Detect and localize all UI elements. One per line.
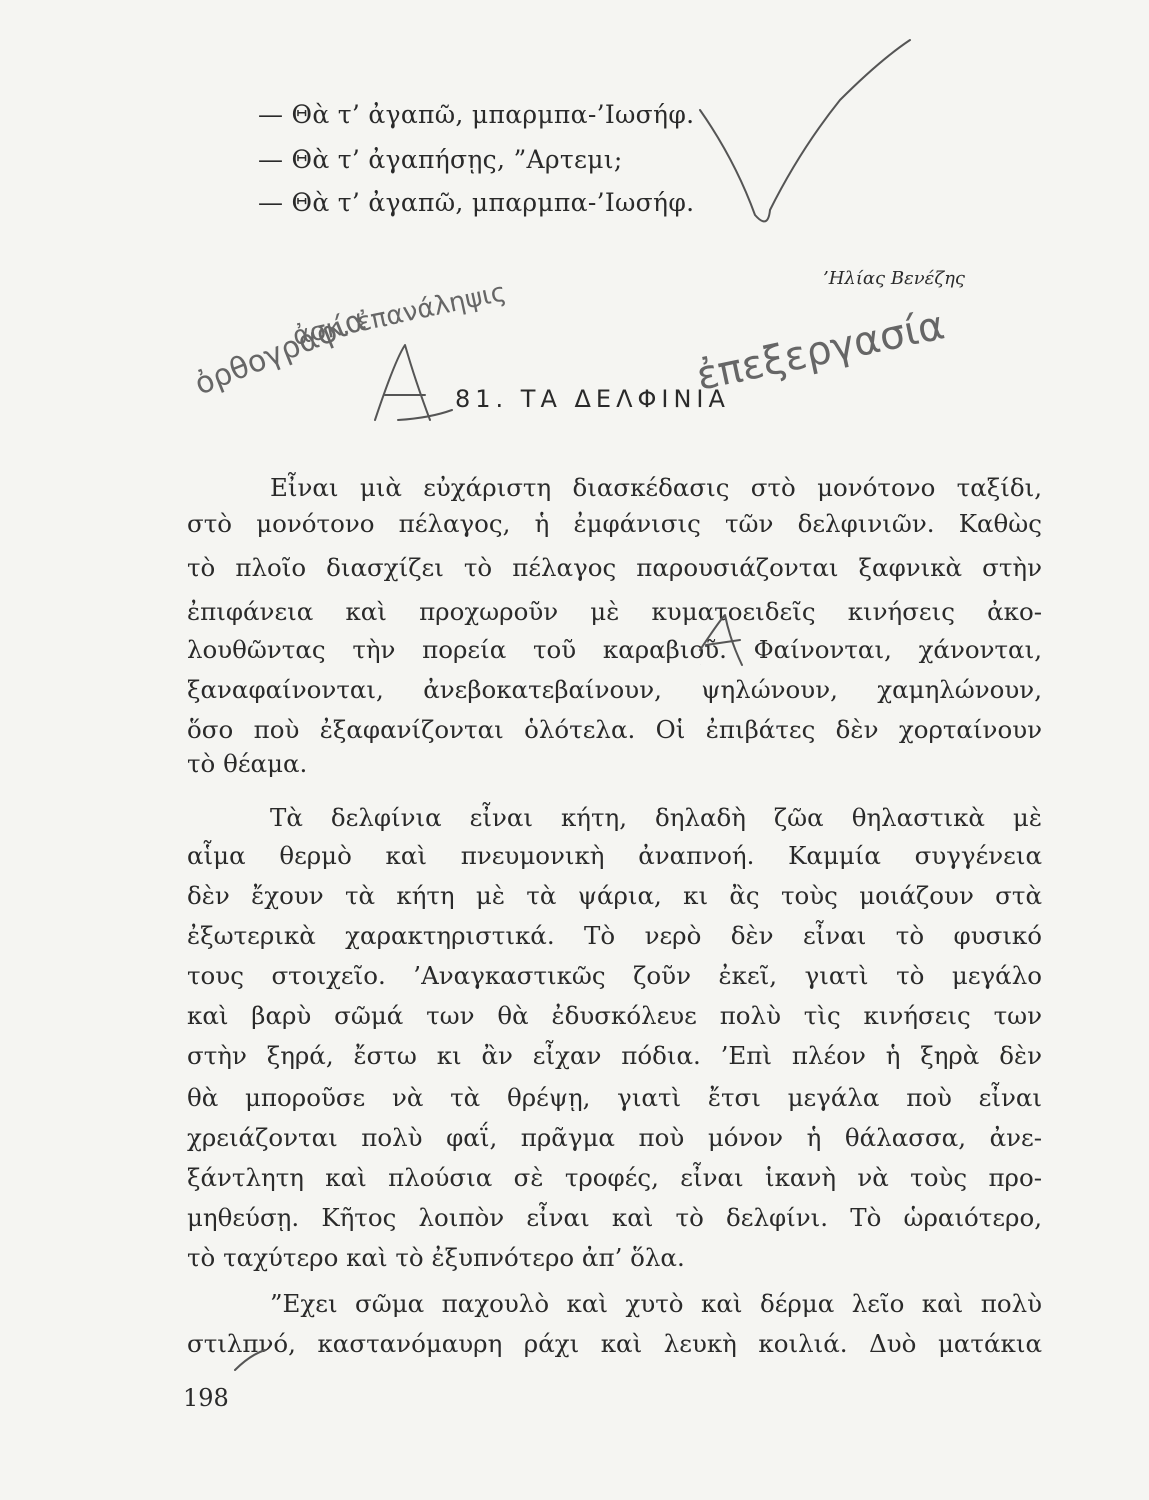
body-line: Τὰ δελφίνια εἶναι κήτη, δηλαδὴ ζῶα θηλαστικὰ μὲ (270, 803, 1042, 832)
body-line: αἷμα θερμὸ καὶ πνευμονικὴ ἀναπνοή. Καμμία συγγένεια (187, 841, 1042, 870)
body-line: τὸ θέαμα. (187, 749, 308, 778)
body-line: ἐξωτερικὰ χαρακτηριστικά. Τὸ νερὸ δὲν εἶναι τὸ φυσικό (187, 921, 1042, 950)
body-line: καὶ βαρὺ σῶμά των θὰ ἐδυσκόλευε πολὺ τὶς κινήσεις των (187, 1001, 1042, 1030)
body-line: τους στοιχεῖο. ’Αναγκαστικῶς ζοῦν ἐκεῖ, γιατὶ τὸ μεγάλο (187, 961, 1042, 990)
chapter-title: 81. ΤΑ ΔΕΛΦΙΝΙΑ (455, 385, 730, 413)
handwritten-top-note: ἀσκ. ἐπανάληψις (290, 277, 509, 352)
pen-mark (235, 1350, 265, 1370)
handwritten-letter-a (375, 345, 452, 420)
body-line: δὲν ἔχουν τὰ κήτη μὲ τὰ ψάρια, κι ἂς τοὺς μοιάζουν στὰ (187, 881, 1042, 910)
body-line: τὸ ταχύτερο καὶ τὸ ἐξυπνότερο ἀπ’ ὅλα. (187, 1243, 685, 1272)
page-number: 198 (183, 1384, 229, 1412)
handwritten-letter-a-2 (700, 615, 742, 665)
body-line: στὴν ξηρά, ἔστω κι ἂν εἶχαν πόδια. ’Επὶ πλέον ἡ ξηρὰ δὲν (187, 1041, 1042, 1070)
body-line: ὅσο ποὺ ἐξαφανίζονται ὁλότελα. Οἱ ἐπιβάτες δὲν χορταίνουν (187, 715, 1042, 744)
body-line: ”Εχει σῶμα παχουλὸ καὶ χυτὸ καὶ δέρμα λεῖο καὶ πολὺ (270, 1289, 1042, 1318)
dialogue-line: — Θὰ τ’ ἀγαπῶ, μπαρμπα-’Ιωσήφ. (258, 100, 695, 129)
body-line: χρειάζονται πολὺ φαΐ, πρᾶγμα ποὺ μόνον ἡ θάλασσα, ἀνε- (187, 1123, 1042, 1152)
handwritten-a-label: Α (370, 420, 371, 421)
body-line: λουθῶντας τὴν πορεία τοῦ καραβιοῦ. Φαίνονται, χάνονται, (187, 635, 1042, 664)
body-line: τὸ πλοῖο διασχίζει τὸ πέλαγος παρουσιάζονται ξαφνικὰ στὴν (187, 553, 1042, 582)
dialogue-line: — Θὰ τ’ ἀγαπῶ, μπαρμπα-’Ιωσήφ. (258, 188, 695, 217)
handwritten-a-label-2: Α (700, 665, 701, 666)
dialogue-line: — Θὰ τ’ ἀγαπήσῃς, ”Αρτεμι; (258, 145, 623, 174)
handwritten-big-word: ἐπεξεργασία (692, 302, 949, 400)
body-line: ἐπιφάνεια καὶ προχωροῦν μὲ κυματοειδεῖς κινήσεις ἀκο- (187, 597, 1042, 626)
body-line: στὸ μονότονο πέλαγος, ἡ ἐμφάνισις τῶν δελφινιῶν. Καθὼς (187, 509, 1042, 538)
handwritten-margin-note: ὀρθογραφία (189, 302, 371, 403)
body-line: ξάντλητη καὶ πλούσια σὲ τροφές, εἶναι ἱκανὴ νὰ τοὺς προ- (187, 1163, 1042, 1192)
checkmark-stroke (700, 40, 910, 221)
body-line: θὰ μποροῦσε νὰ τὰ θρέψῃ, γιατὶ ἔτσι μεγάλα ποὺ εἶναι (187, 1083, 1042, 1112)
body-line: στιλπνό, καστανόμαυρη ράχι καὶ λευκὴ κοιλιά. Δυὸ ματάκια (187, 1329, 1042, 1358)
body-line: μηθεύσῃ. Κῆτος λοιπὸν εἶναι καὶ τὸ δελφίνι. Τὸ ὡραιότερο, (187, 1203, 1042, 1232)
author-attribution: ’Ηλίας Βενέζης (823, 268, 965, 289)
body-line: Εἶναι μιὰ εὐχάριστη διασκέδασις στὸ μονότονο ταξίδι, (270, 473, 1042, 502)
body-line: ξαναφαίνονται, ἀνεβοκατεβαίνουν, ψηλώνουν, χαμηλώνουν, (187, 675, 1042, 704)
